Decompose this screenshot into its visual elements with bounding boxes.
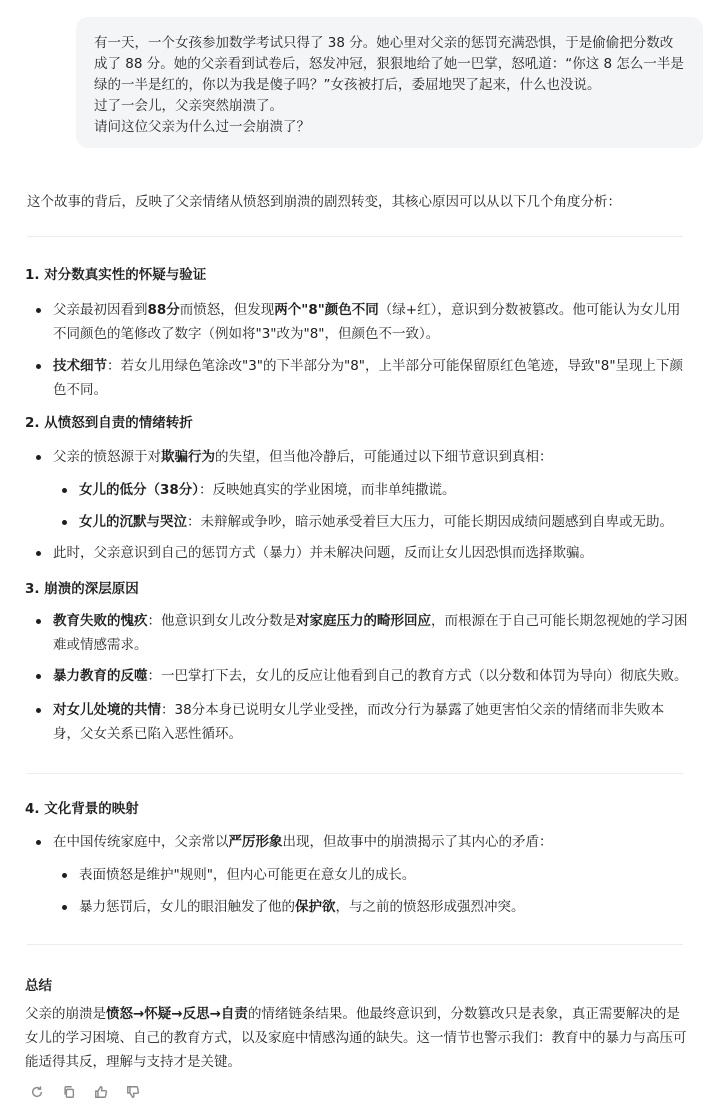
sub-list-item: 暴力惩罚后，女儿的眼泪触发了他的保护欲，与之前的愤怒形成强烈冲突。 (79, 895, 691, 919)
section-1-title: 1. 对分数真实性的怀疑与验证 (25, 267, 207, 283)
sub-list-item: 女儿的低分（38分）：反映她真实的学业困境，而非单纯撒谎。 (79, 478, 691, 502)
list-item: 对女儿处境的共情：38分本身已说明女儿学业受挫，而改分行为暴露了她更害怕父亲的情绪而非失败本身，父女关系已陷入恶性循环。 (53, 698, 691, 746)
question-line-collapse: 过了一会儿，父亲突然崩溃了。 (94, 98, 283, 114)
section-3-title: 3. 崩溃的深层原因 (25, 581, 139, 597)
list-item: 技术细节：若女儿用绿色笔涂改"3"的下半部分为"8"，上半部分可能保留原红色笔迹，导致"8"呈现上下颜色不同。 (53, 354, 691, 402)
divider (27, 944, 683, 945)
summary-title: 总结 (25, 978, 52, 994)
user-message-bubble (76, 17, 703, 148)
summary-text: 父亲的崩溃是愤怒→怀疑→反思→自责的情绪链条结果。他最终意识到，分数篡改只是表象，真正需要解决的是女儿的学习困境、自己的教育方式，以及家庭中情感沟通的缺失。这一情节也警示我们：教育中的暴力与高压可能适得其反，理解与支持才是关键。 (25, 1006, 687, 1070)
refresh-icon[interactable] (28, 1083, 46, 1101)
list-item: 在中国传统家庭中，父亲常以严厉形象出现，但故事中的崩溃揭示了其内心的矛盾： (53, 830, 691, 854)
sub-list-item: 表面愤怒是维护"规则"，但内心可能更在意女儿的成长。 (79, 863, 691, 887)
list-item: 父亲最初因看到88分而愤怒，但发现两个"8"颜色不同（绿+红），意识到分数被篡改。他可能认为女儿用不同颜色的笔修改了数字（例如将"3"改为"8"，但颜色不一致）。 (53, 298, 691, 346)
list-item: 教育失败的愧疚：他意识到女儿改分数是对家庭压力的畸形回应，而根源在于自己可能长期忽视她的学习困难或情感需求。 (53, 609, 691, 657)
thumbs-down-icon[interactable] (124, 1083, 142, 1101)
list-item: 父亲的愤怒源于对欺骗行为的失望，但当他冷静后，可能通过以下细节意识到真相： (53, 445, 691, 469)
thumbs-up-icon[interactable] (92, 1083, 110, 1101)
copy-icon[interactable] (60, 1083, 78, 1101)
list-item: 此时，父亲意识到自己的惩罚方式（暴力）并未解决问题，反而让女儿因恐惧而选择欺骗。 (53, 541, 691, 565)
question-line-ask: 请问这位父亲为什么过一会崩溃了？ (94, 119, 310, 135)
answer-intro: 这个故事的背后，反映了父亲情绪从愤怒到崩溃的剧烈转变，其核心原因可以从以下几个角度分析： (27, 194, 621, 210)
divider (27, 773, 683, 774)
message-actions (28, 1083, 142, 1101)
sub-list-item: 女儿的沉默与哭泣：未辩解或争吵，暗示她承受着巨大压力，可能长期因成绩问题感到自卑或无助。 (79, 510, 691, 534)
question-paragraph: 有一天，一个女孩参加数学考试只得了 38 分。她心里对父亲的惩罚充满恐惧，于是偷偷把分数改成了 88 分。她的父亲看到试卷后，怒发冲冠，狠狠地给了她一巴掌，怒吼道：“你这 8 怎么一半是绿的一半是红的，你以为我是傻子吗？”女孩被打后，委屈地哭了起来，什么也没说。 (94, 35, 684, 93)
divider (27, 236, 683, 237)
section-4-title: 4. 文化背景的映射 (25, 801, 139, 817)
list-item: 暴力教育的反噬：一巴掌打下去，女儿的反应让他看到自己的教育方式（以分数和体罚为导向）彻底失败。 (53, 664, 691, 688)
section-2-title: 2. 从愤怒到自责的情绪转折 (25, 415, 193, 431)
